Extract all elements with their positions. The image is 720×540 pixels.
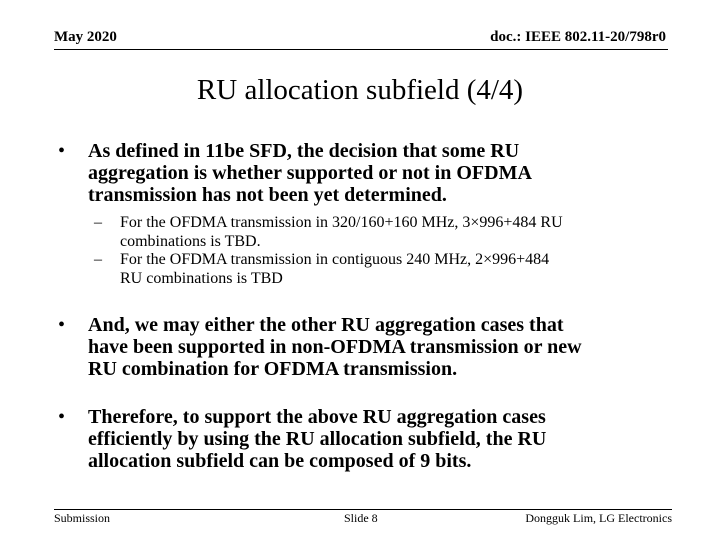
sub-bullet-1-line-2: combinations is TBD. — [120, 232, 261, 250]
sub-bullet-marker: – — [94, 214, 102, 231]
sub-bullet-marker: – — [94, 251, 102, 268]
bullet-2 — [58, 314, 668, 380]
bullet-marker: • — [58, 314, 66, 336]
bullet-1-line-2: aggregation is whether supported or not in OFDMA — [88, 162, 532, 184]
bullet-2-line-1: And, we may either the other RU aggregation cases that — [88, 314, 564, 336]
bullet-3-line-3: allocation subfield can be composed of 9 bits. — [88, 450, 472, 472]
header-date: May 2020 — [54, 29, 117, 45]
footer-author: Dongguk Lim, LG Electronics — [525, 511, 672, 525]
bullet-3-line-2: efficiently by using the RU allocation subfield, the RU — [88, 428, 547, 450]
slide-title: RU allocation subfield (4/4) — [196, 74, 524, 106]
bullet-marker: • — [58, 140, 66, 162]
sub-bullet-1-line-1: For the OFDMA transmission in 320/160+160 MHz, 3×996+484 RU — [120, 214, 563, 231]
bullet-2-line-3: RU combination for OFDMA transmission. — [88, 358, 458, 380]
header-doc-id: doc.: IEEE 802.11-20/798r0 — [490, 29, 666, 45]
bullet-3 — [58, 406, 668, 472]
sub-bullet-2-text — [120, 251, 549, 288]
bullet-2-text — [88, 314, 582, 380]
bullet-3-line-1: Therefore, to support the above RU aggregation cases — [88, 406, 546, 428]
sub-bullet-2-line-2: RU combinations is TBD — [120, 269, 283, 287]
slide-body — [58, 140, 668, 472]
sub-bullet-1 — [94, 214, 668, 251]
footer-rule — [54, 509, 672, 510]
bullet-1 — [58, 140, 668, 206]
bullet-2-line-2: have been supported in non-OFDMA transmission or new — [88, 336, 582, 358]
bullet-1-text — [88, 140, 532, 206]
sub-bullet-2-line-1: For the OFDMA transmission in contiguous 240 MHz, 2×996+484 — [120, 251, 550, 268]
bullet-1-line-3: transmission has not been yet determined. — [88, 184, 447, 206]
sub-bullet-1-text — [120, 214, 563, 251]
bullet-marker: • — [58, 406, 66, 428]
header-rule — [54, 49, 668, 50]
footer-submission: Submission — [54, 511, 111, 525]
bullet-3-text — [88, 406, 546, 472]
sub-bullet-2 — [94, 251, 668, 288]
bullet-1-line-1: As defined in 11be SFD, the decision that some RU — [88, 140, 520, 162]
footer-slide-number: Slide 8 — [344, 511, 378, 525]
